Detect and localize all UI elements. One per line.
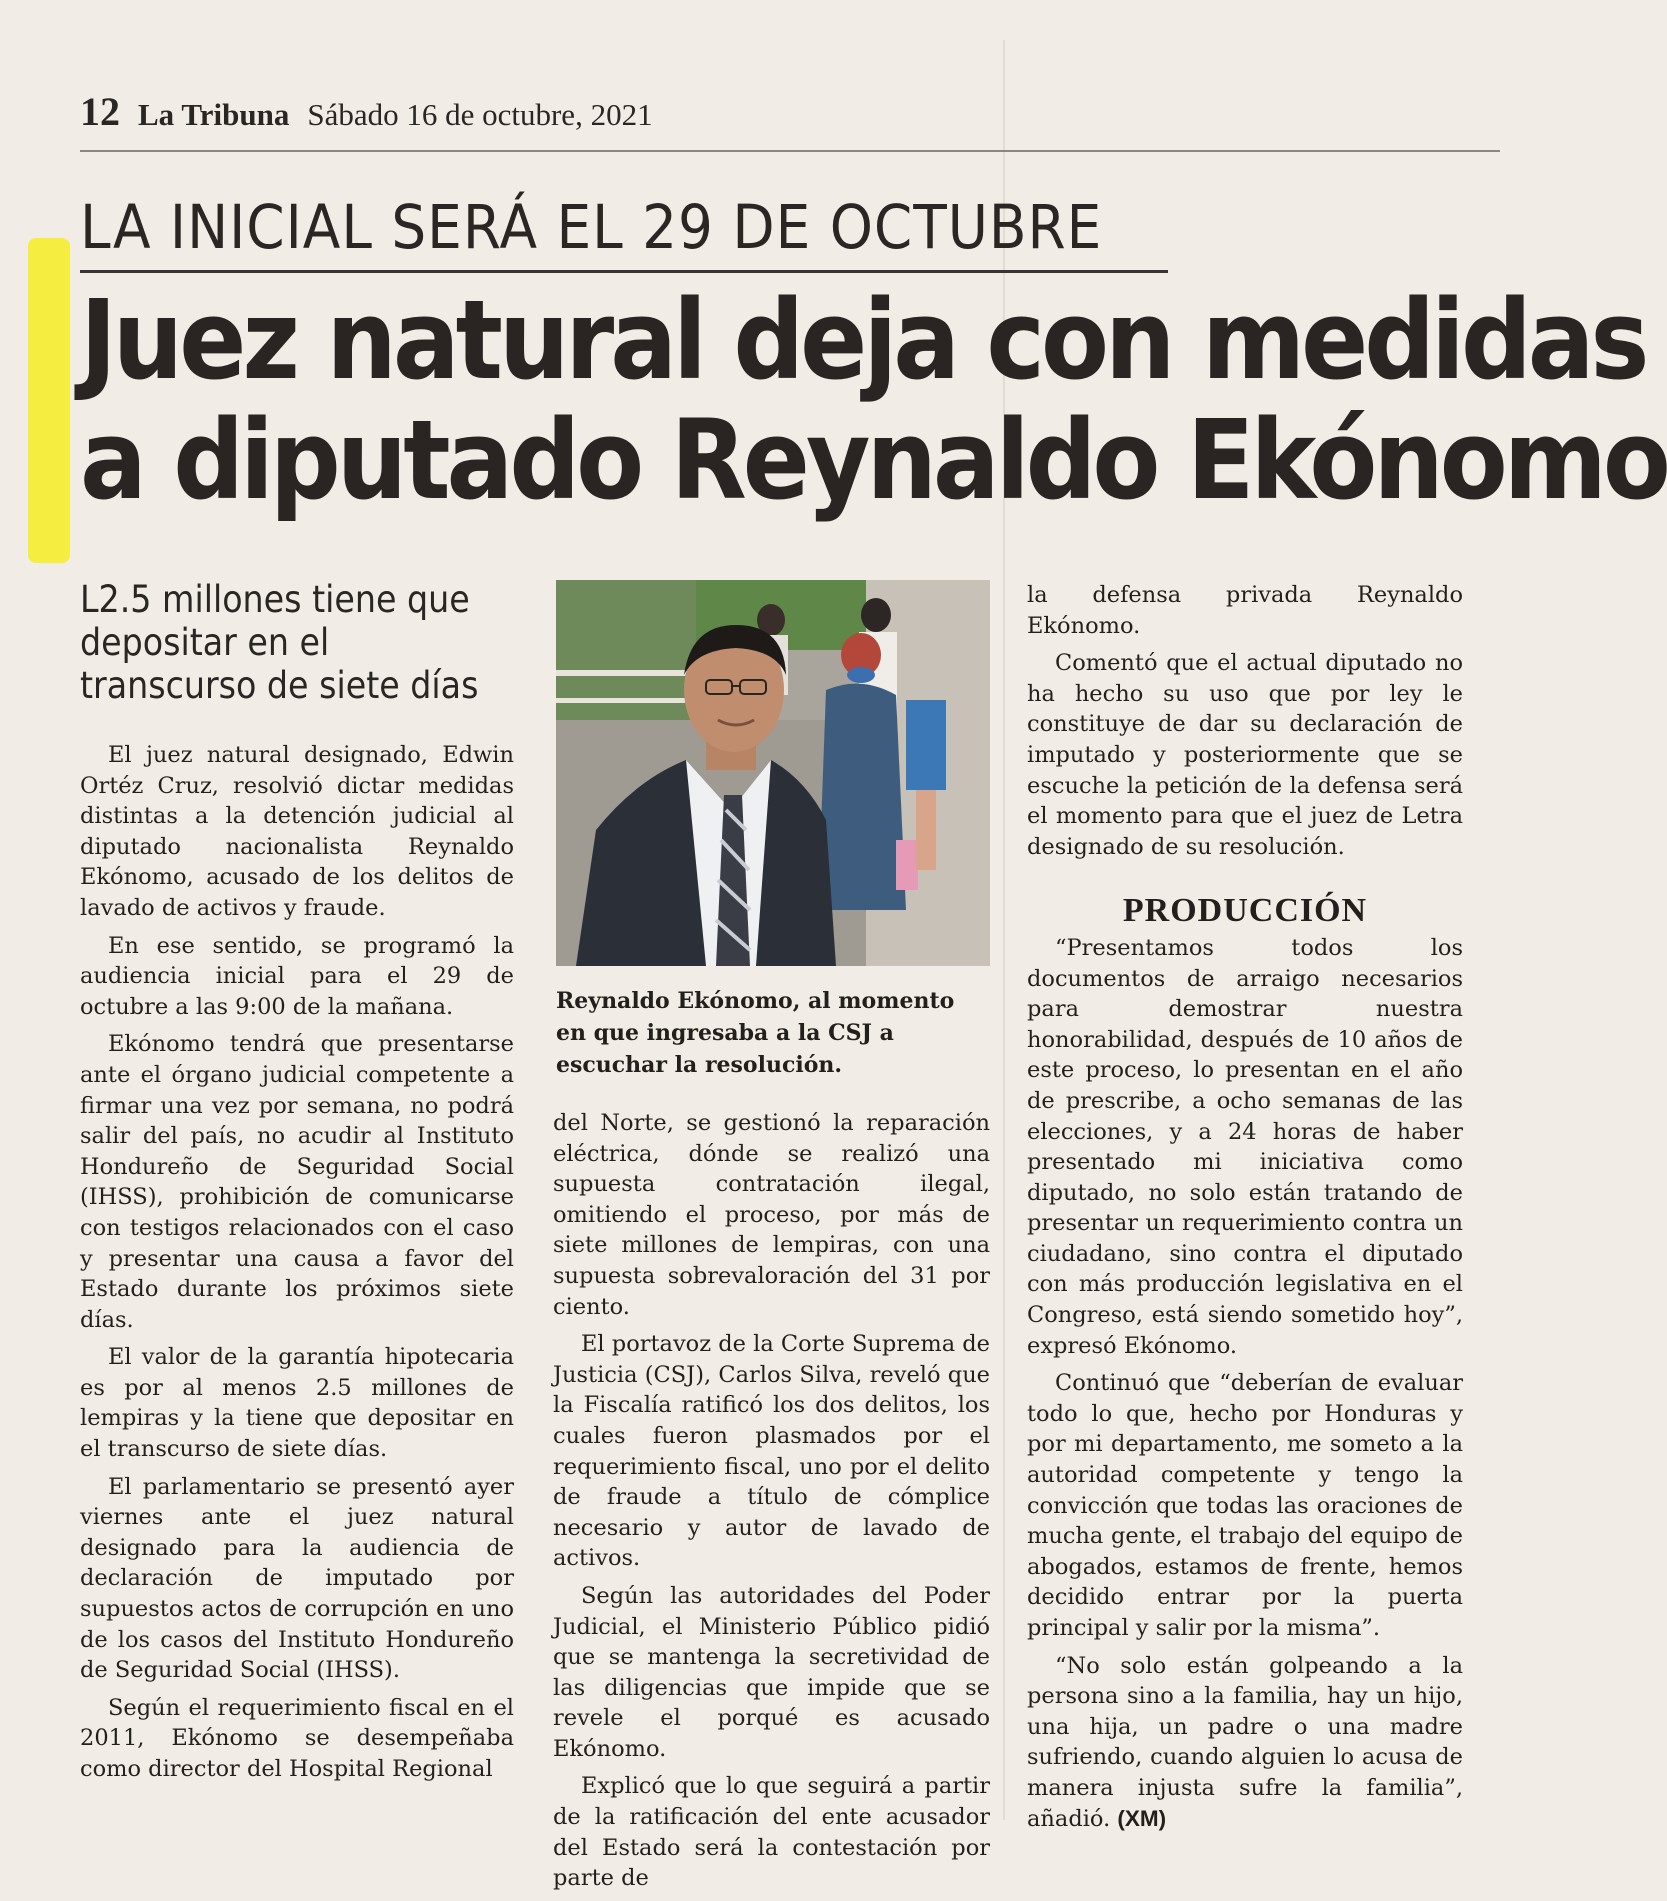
article-column-3 (1027, 580, 1463, 1841)
paragraph: El portavoz de la Corte Suprema de Justicia (CSJ), Carlos Silva, reveló que la Fiscalía ratificó los dos delitos, los cuales fueron plasmados por el requerimiento fiscal, uno por el delito de fraude a título de cómplice necesario y autor de lavado de activos. (553, 1331, 990, 1572)
section-heading: PRODUCCIÓN (1122, 892, 1368, 930)
subheadline: L2.5 millones tiene que depositar en el transcurso de siete días (80, 578, 479, 707)
kicker: LA INICIAL SERÁ EL 29 DE OCTUBRE (80, 192, 1103, 263)
paragraph: Continuó que “deberían de evaluar todo lo que, hecho por Honduras y por mi departamento, me someto a la autoridad competente y tengo la convicción que todas las oraciones de mucha gente, el trabajo del equipo de abogados, estamos de frente, hemos decidido entrar por la puerta principal y salir por la misma”. (1027, 1370, 1463, 1641)
paragraph: Según las autoridades del Poder Judicial, el Ministerio Público pidió que se mantenga la secretividad de las diligencias que impide que se revele el porqué es acusado Ekónomo. (553, 1582, 990, 1762)
paragraph: “Presentamos todos los documentos de arraigo necesarios para demostrar nuestra honorabilidad, después de 10 años de este proceso, lo presentan en el año de prescribe, a ocho semanas de las elecciones, y a 24 horas de haber presentado mi iniciativa como diputado, no solo están tratando de presentar un requerimiento contra un ciudadano, sino contra el diputado con más producción legislativa en el Congreso, está siendo sometido hoy”, expresó Ekónomo. (1027, 934, 1463, 1359)
paragraph: Ekónomo tendrá que presentarse ante el órgano judicial competente a firmar una vez por semana, no podrá salir del país, no acudir al Instituto Hondureño de Seguridad Social (IHSS), prohibición de comunicarse con testigos relacionados con el caso y presentar una causa a favor del Estado durante los próximos siete días. (80, 1031, 514, 1333)
headline-line-2: a diputado Reynaldo Ekónomo (80, 396, 1667, 524)
highlighter-mark (28, 238, 70, 563)
paragraph (1027, 1651, 1463, 1835)
photo-caption: Reynaldo Ekónomo, al momento en que ingresaba a la CSJ a escuchar la resolución. (556, 988, 955, 1078)
paragraph: del Norte, se gestionó la reparación eléctrica, dónde se realizó una supuesta contratación ilegal, omitiendo el proceso, por más de siete millones de lempiras, con una supuesta sobrevaloración del 31 por ciento. (553, 1110, 990, 1320)
paragraph: El juez natural designado, Edwin Ortéz Cruz, resolvió dictar medidas distintas a la detención judicial al diputado nacionalista Reynaldo Ekónomo, acusado de los delitos de lavado de activos y fraude. (80, 742, 514, 921)
paragraph: Explicó que lo que seguirá a partir de la ratificación del ente acusador del Estado será la contestación por parte de (553, 1773, 990, 1892)
article-column-2 (553, 1108, 990, 1901)
issue-date: Sábado 16 de octubre, 2021 (307, 97, 653, 132)
paragraph: El valor de la garantía hipotecaria es por al menos 2.5 millones de lempiras y la tiene que depositar en el transcurso de siete días. (80, 1344, 514, 1463)
paragraph: la defensa privada Reynaldo Ekónomo. (1027, 582, 1463, 639)
article-photo (556, 580, 990, 966)
paragraph: En ese sentido, se programó la audiencia inicial para el 29 de octubre a las 9:00 de la mañana. (80, 932, 514, 1020)
header-divider (80, 150, 1500, 152)
headline (80, 276, 1667, 524)
page-number: 12 (80, 89, 120, 134)
article-column-1 (80, 740, 514, 1792)
headline-line-1: Juez natural deja con medidas (80, 276, 1646, 404)
paragraph: Comentó que el actual diputado no ha hecho su uso que por ley le constituye de dar su declaración de imputado y posteriormente que se escuche la petición de la defensa será el momento para que el juez de Letra designado de su resolución. (1027, 650, 1463, 860)
closing-paragraph-text: “No solo están golpeando a la persona sino a la familia, hay un hijo, una hija, un padre o una madre sufriendo, cuando alguien lo acusa de manera injusta sufre la familia”, añadió. (1027, 1652, 1463, 1832)
page-header (80, 88, 653, 134)
kicker-underline (80, 270, 1168, 273)
paragraph: El parlamentario se presentó ayer viernes ante el juez natural designado para la audiencia de declaración de imputado por supuestos actos de corrupción en uno de los casos del Instituto Hondureño de Seguridad Social (IHSS). (80, 1473, 514, 1684)
newspaper-name: La Tribuna (138, 97, 290, 132)
paragraph: Según el requerimiento fiscal en el 2011, Ekónomo se desempeñaba como director del Hospital Regional (80, 1694, 514, 1782)
author-signature: (XM) (1117, 1805, 1167, 1831)
